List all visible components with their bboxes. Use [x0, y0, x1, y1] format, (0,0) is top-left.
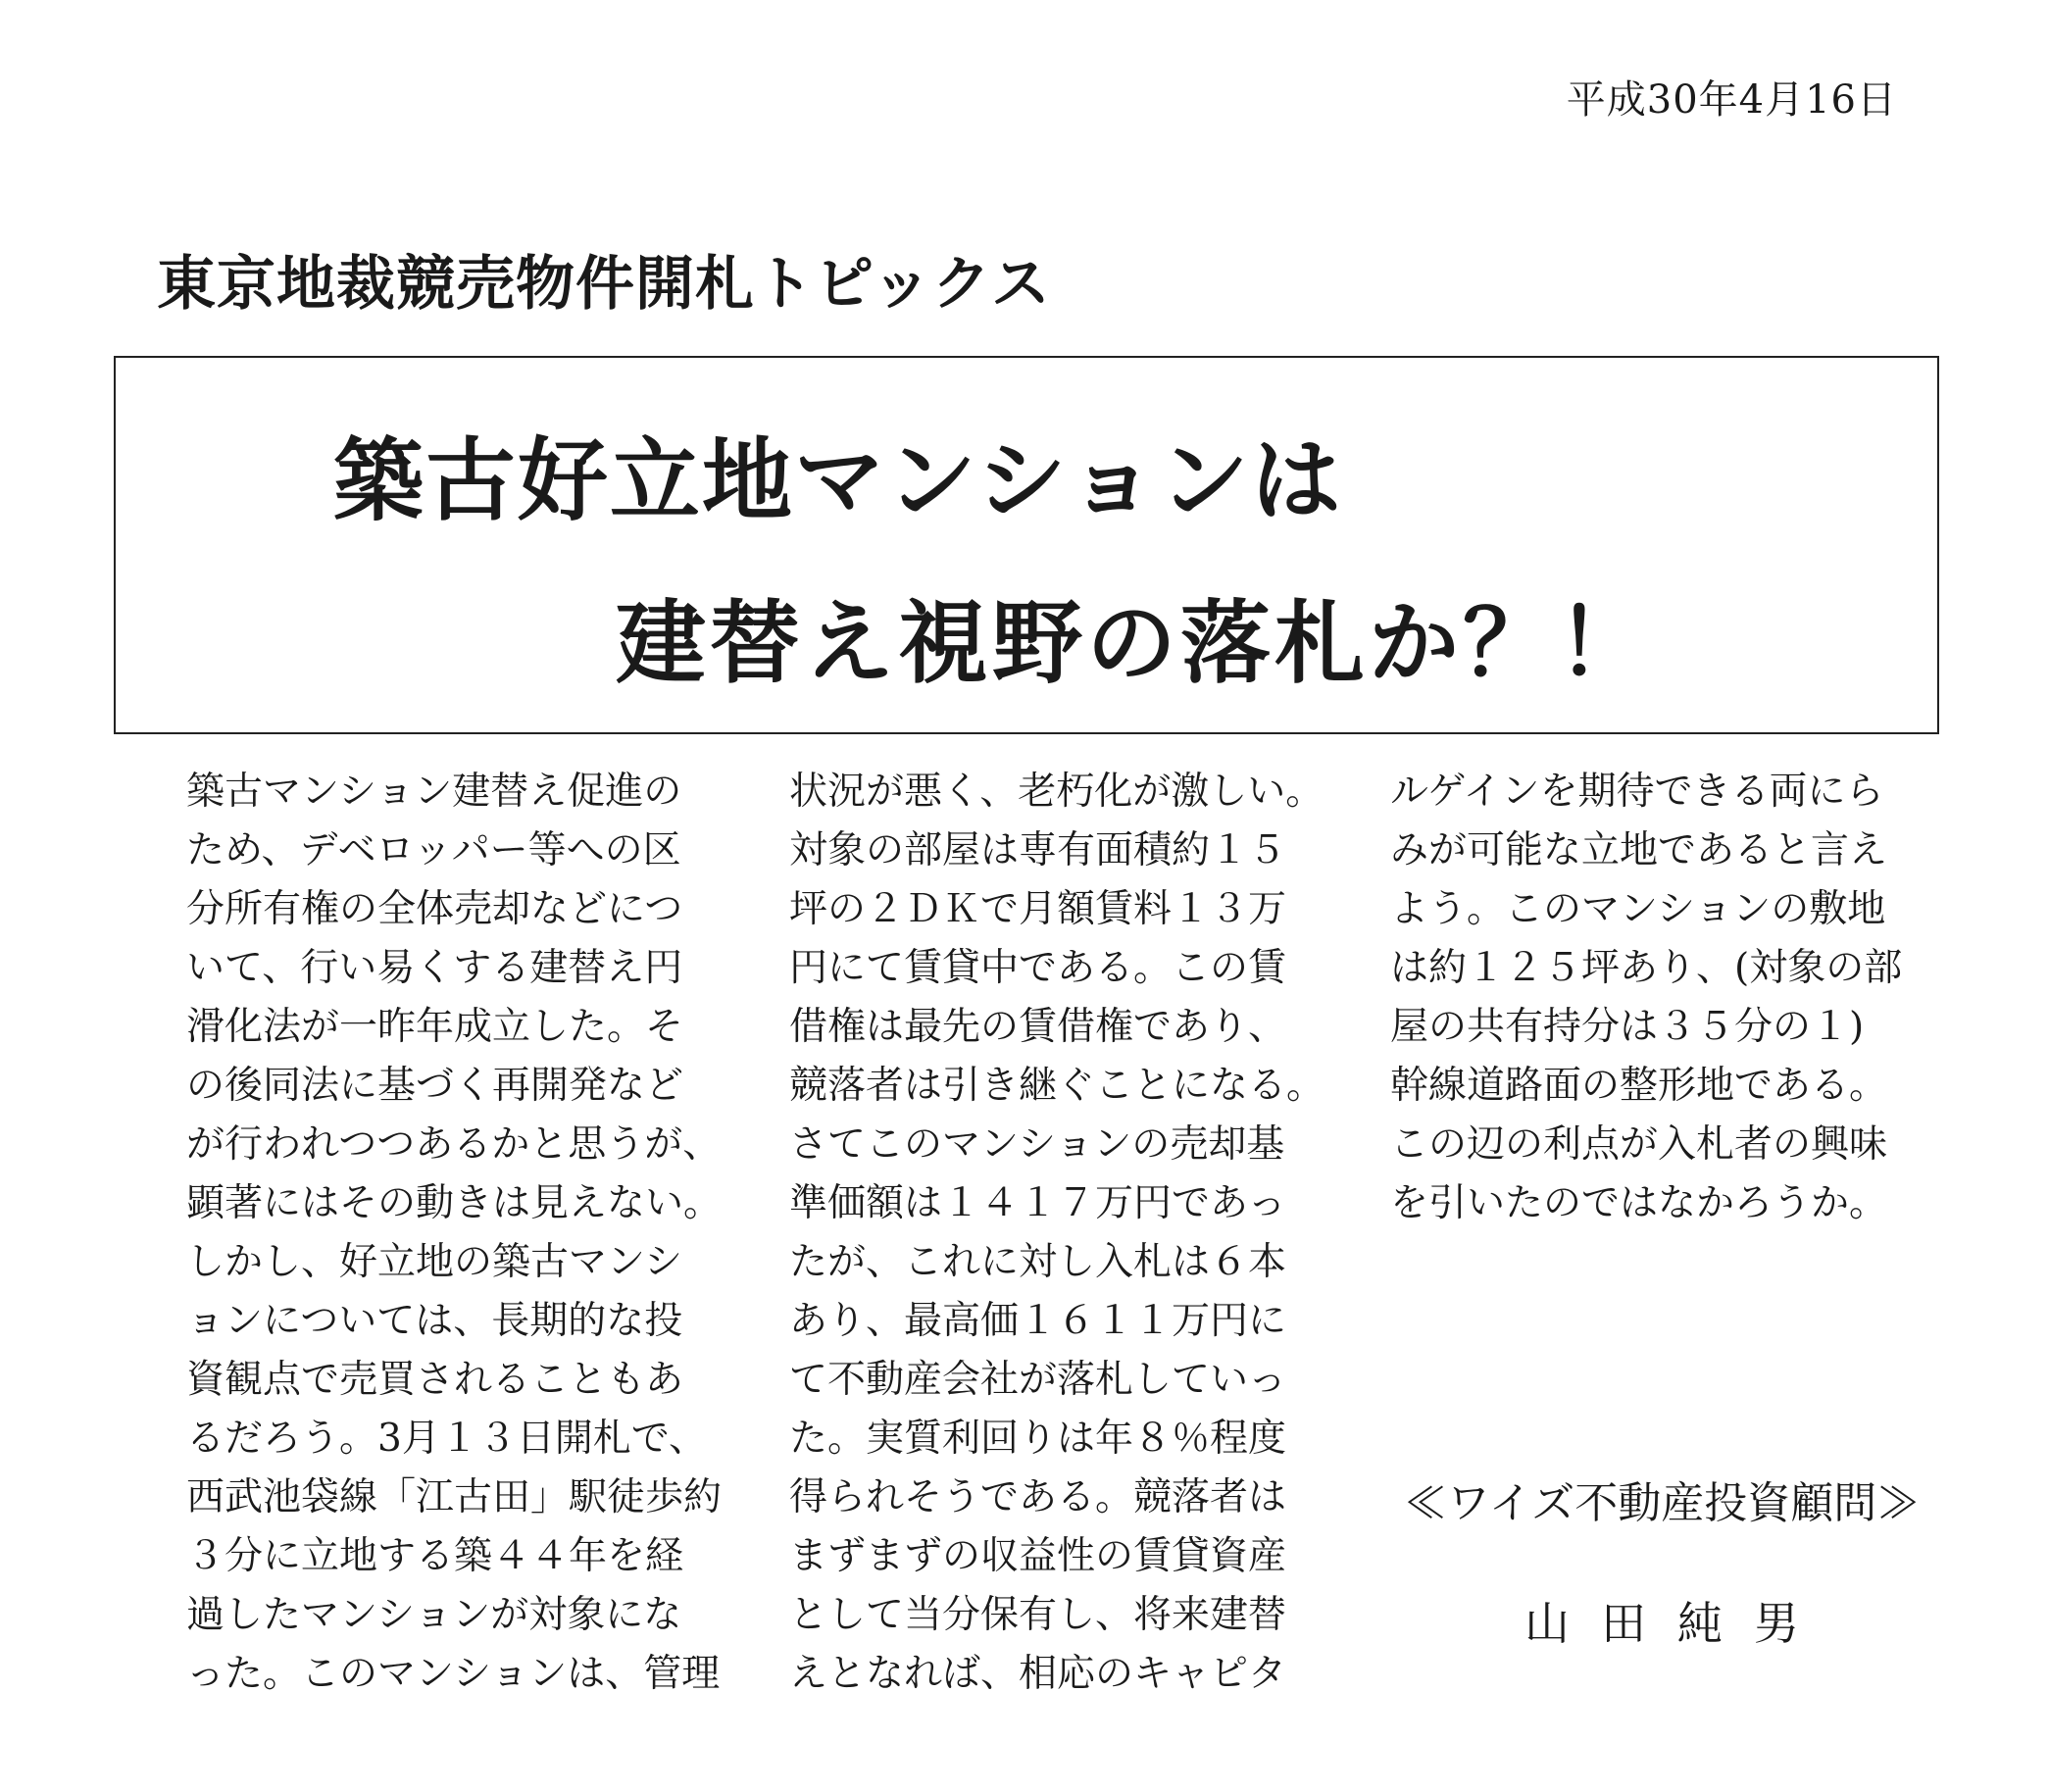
article-line: たが、これに対し入札は６本	[789, 1240, 1287, 1284]
article-line: て不動産会社が落札していっ	[789, 1358, 1287, 1402]
article-line: ルゲインを期待できる両にら	[1390, 770, 1884, 814]
article-line: あり、最高価１６１１万円に	[789, 1299, 1287, 1343]
article-line: 顕著にはその動きは見えない。	[186, 1181, 723, 1225]
article-line: 対象の部屋は専有面積約１５	[789, 828, 1287, 872]
article-line: 円にて賃貸中である。この賃	[789, 946, 1287, 990]
headline-box	[114, 356, 1939, 734]
article-line: まずまずの収益性の賃貸資産	[789, 1534, 1287, 1578]
article-line: を引いたのではなかろうか。	[1390, 1181, 1888, 1225]
publication-date: 平成30年4月16日	[1566, 77, 1897, 123]
article-line: えとなれば、相応のキャピタ	[789, 1652, 1287, 1696]
article-line: は約１２５坪あり、(対象の部	[1390, 946, 1903, 990]
article-line: 幹線道路面の整形地である。	[1390, 1064, 1888, 1108]
article-line: 滑化法が一昨年成立した。そ	[186, 1005, 684, 1049]
article-line: さてこのマンションの売却基	[789, 1122, 1285, 1167]
headline-line-2: 建替え視野の落札か？！	[616, 591, 1652, 696]
article-line: 坪の２ＤＫで月額賃料１３万	[789, 887, 1287, 931]
article-line: いて、行い易くする建替え円	[186, 946, 683, 990]
article-column-1	[186, 763, 722, 1704]
article-line: 競落者は引き継ぐことになる。	[789, 1064, 1325, 1108]
article-line: 得られそうである。競落者は	[789, 1475, 1287, 1519]
article-line: 借権は最先の賃借権であり、	[789, 1005, 1287, 1049]
article-line: 築古マンション建替え促進の	[186, 770, 682, 814]
article-line: みが可能な立地であると言え	[1390, 828, 1888, 872]
article-line: よう。このマンションの敷地	[1390, 887, 1886, 931]
article-line: 西武池袋線「江古田」駅徒歩約	[186, 1475, 723, 1519]
article-line: の後同法に基づく再開発など	[186, 1064, 684, 1108]
series-title: 東京地裁競売物件開札トピックス	[157, 250, 1051, 319]
organization-name: ≪ワイズ不動産投資顧問≫	[1404, 1478, 1921, 1528]
article-line: 状況が悪く、老朽化が激しい。	[789, 770, 1324, 814]
article-line: た。実質利回りは年８％程度	[789, 1417, 1287, 1461]
article-column-2	[789, 763, 1324, 1704]
article-line: が行われつつあるかと思うが、	[186, 1122, 722, 1167]
author-name: 山田純男	[1524, 1597, 1830, 1650]
article-line: 分所有権の全体売却などにつ	[186, 887, 683, 931]
article-line: 資観点で売買されることもあ	[186, 1358, 684, 1402]
article-line: 準価額は１４１７万円であっ	[789, 1181, 1286, 1225]
article-line: として当分保有し、将来建替	[789, 1593, 1287, 1637]
article-column-3	[1390, 763, 1902, 1233]
article-line: ため、デベロッパー等への区	[186, 828, 681, 872]
article-line: 屋の共有持分は３５分の１)	[1390, 1005, 1865, 1049]
article-line: った。このマンションは、管理	[186, 1652, 721, 1696]
article-line: ョンについては、長期的な投	[186, 1299, 683, 1343]
article-line: しかし、好立地の築古マンシ	[186, 1240, 683, 1284]
article-line: この辺の利点が入札者の興味	[1390, 1122, 1888, 1167]
article-line: 過したマンションが対象にな	[186, 1593, 682, 1637]
article-line: ３分に立地する築４４年を経	[186, 1534, 684, 1578]
headline-line-1: 築古好立地マンションは	[333, 428, 1343, 533]
article-line: るだろう。3月１３日開札で、	[186, 1417, 708, 1461]
